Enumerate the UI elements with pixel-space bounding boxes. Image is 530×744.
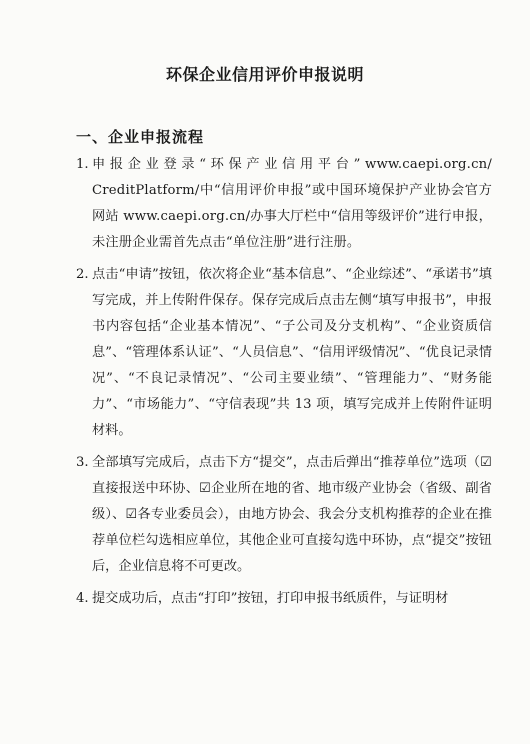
step-text: 申 报 企 业 登 录 “ 环 保 产 业 信 用 平 台 ” www.caepi.org.cn/CreditPlatform/中“信用评价申报”或中国环境保护产业协会官方网站 www.caepi.org.cn/办事大厅栏中“信用等级评价”进行申报，未注册企业需首先点击“单位注册”进行注册。 [92,157,492,250]
step-number: 1. [76,157,89,172]
step-text: 点击“申请”按钮，依次将企业“基本信息”、“企业综述”、“承诺书”填写完成，并上传附件保存。保存完成后点击左侧“填写申报书”，申报书内容包括“企业基本情况”、“子公司及分支机构”、“企业资质信息”、“管理体系认证”、“人员信息”、“信用评级情况”、“优良记录情况”、“不良记录情况”、“公司主要业绩”、“管理能力”、“财务能力”、“市场能力”、“守信表现”共 13 项，填写完成并上传附件证明材料。 [92,267,492,438]
process-steps-list [0,152,492,618]
step-text: 提交成功后，点击“打印”按钮，打印申报书纸质件，与证明材 [92,591,449,606]
step-text: 全部填写完成后，点击下方“提交”，点击后弹出“推荐单位”选项（☑直接报送中环协、☑企业所在地的省、地市级产业协会（省级、副省级）、☑各专业委员会），由地方协会、我会分支机构推荐的企业在推荐单位栏勾选相应单位，其他企业可直接勾选中环协，点“提交”按钮后，企业信息将不可更改。 [92,455,492,574]
process-step-3 [0,450,492,580]
process-step-4 [0,586,492,612]
process-step-2 [0,262,492,444]
document-title: 环保企业信用评价申报说明 [165,65,364,84]
step-number: 2. [76,267,89,282]
step-number: 3. [76,455,89,470]
section-heading: 一、企业申报流程 [76,128,205,146]
process-step-1 [0,152,492,256]
step-number: 4. [76,591,89,606]
